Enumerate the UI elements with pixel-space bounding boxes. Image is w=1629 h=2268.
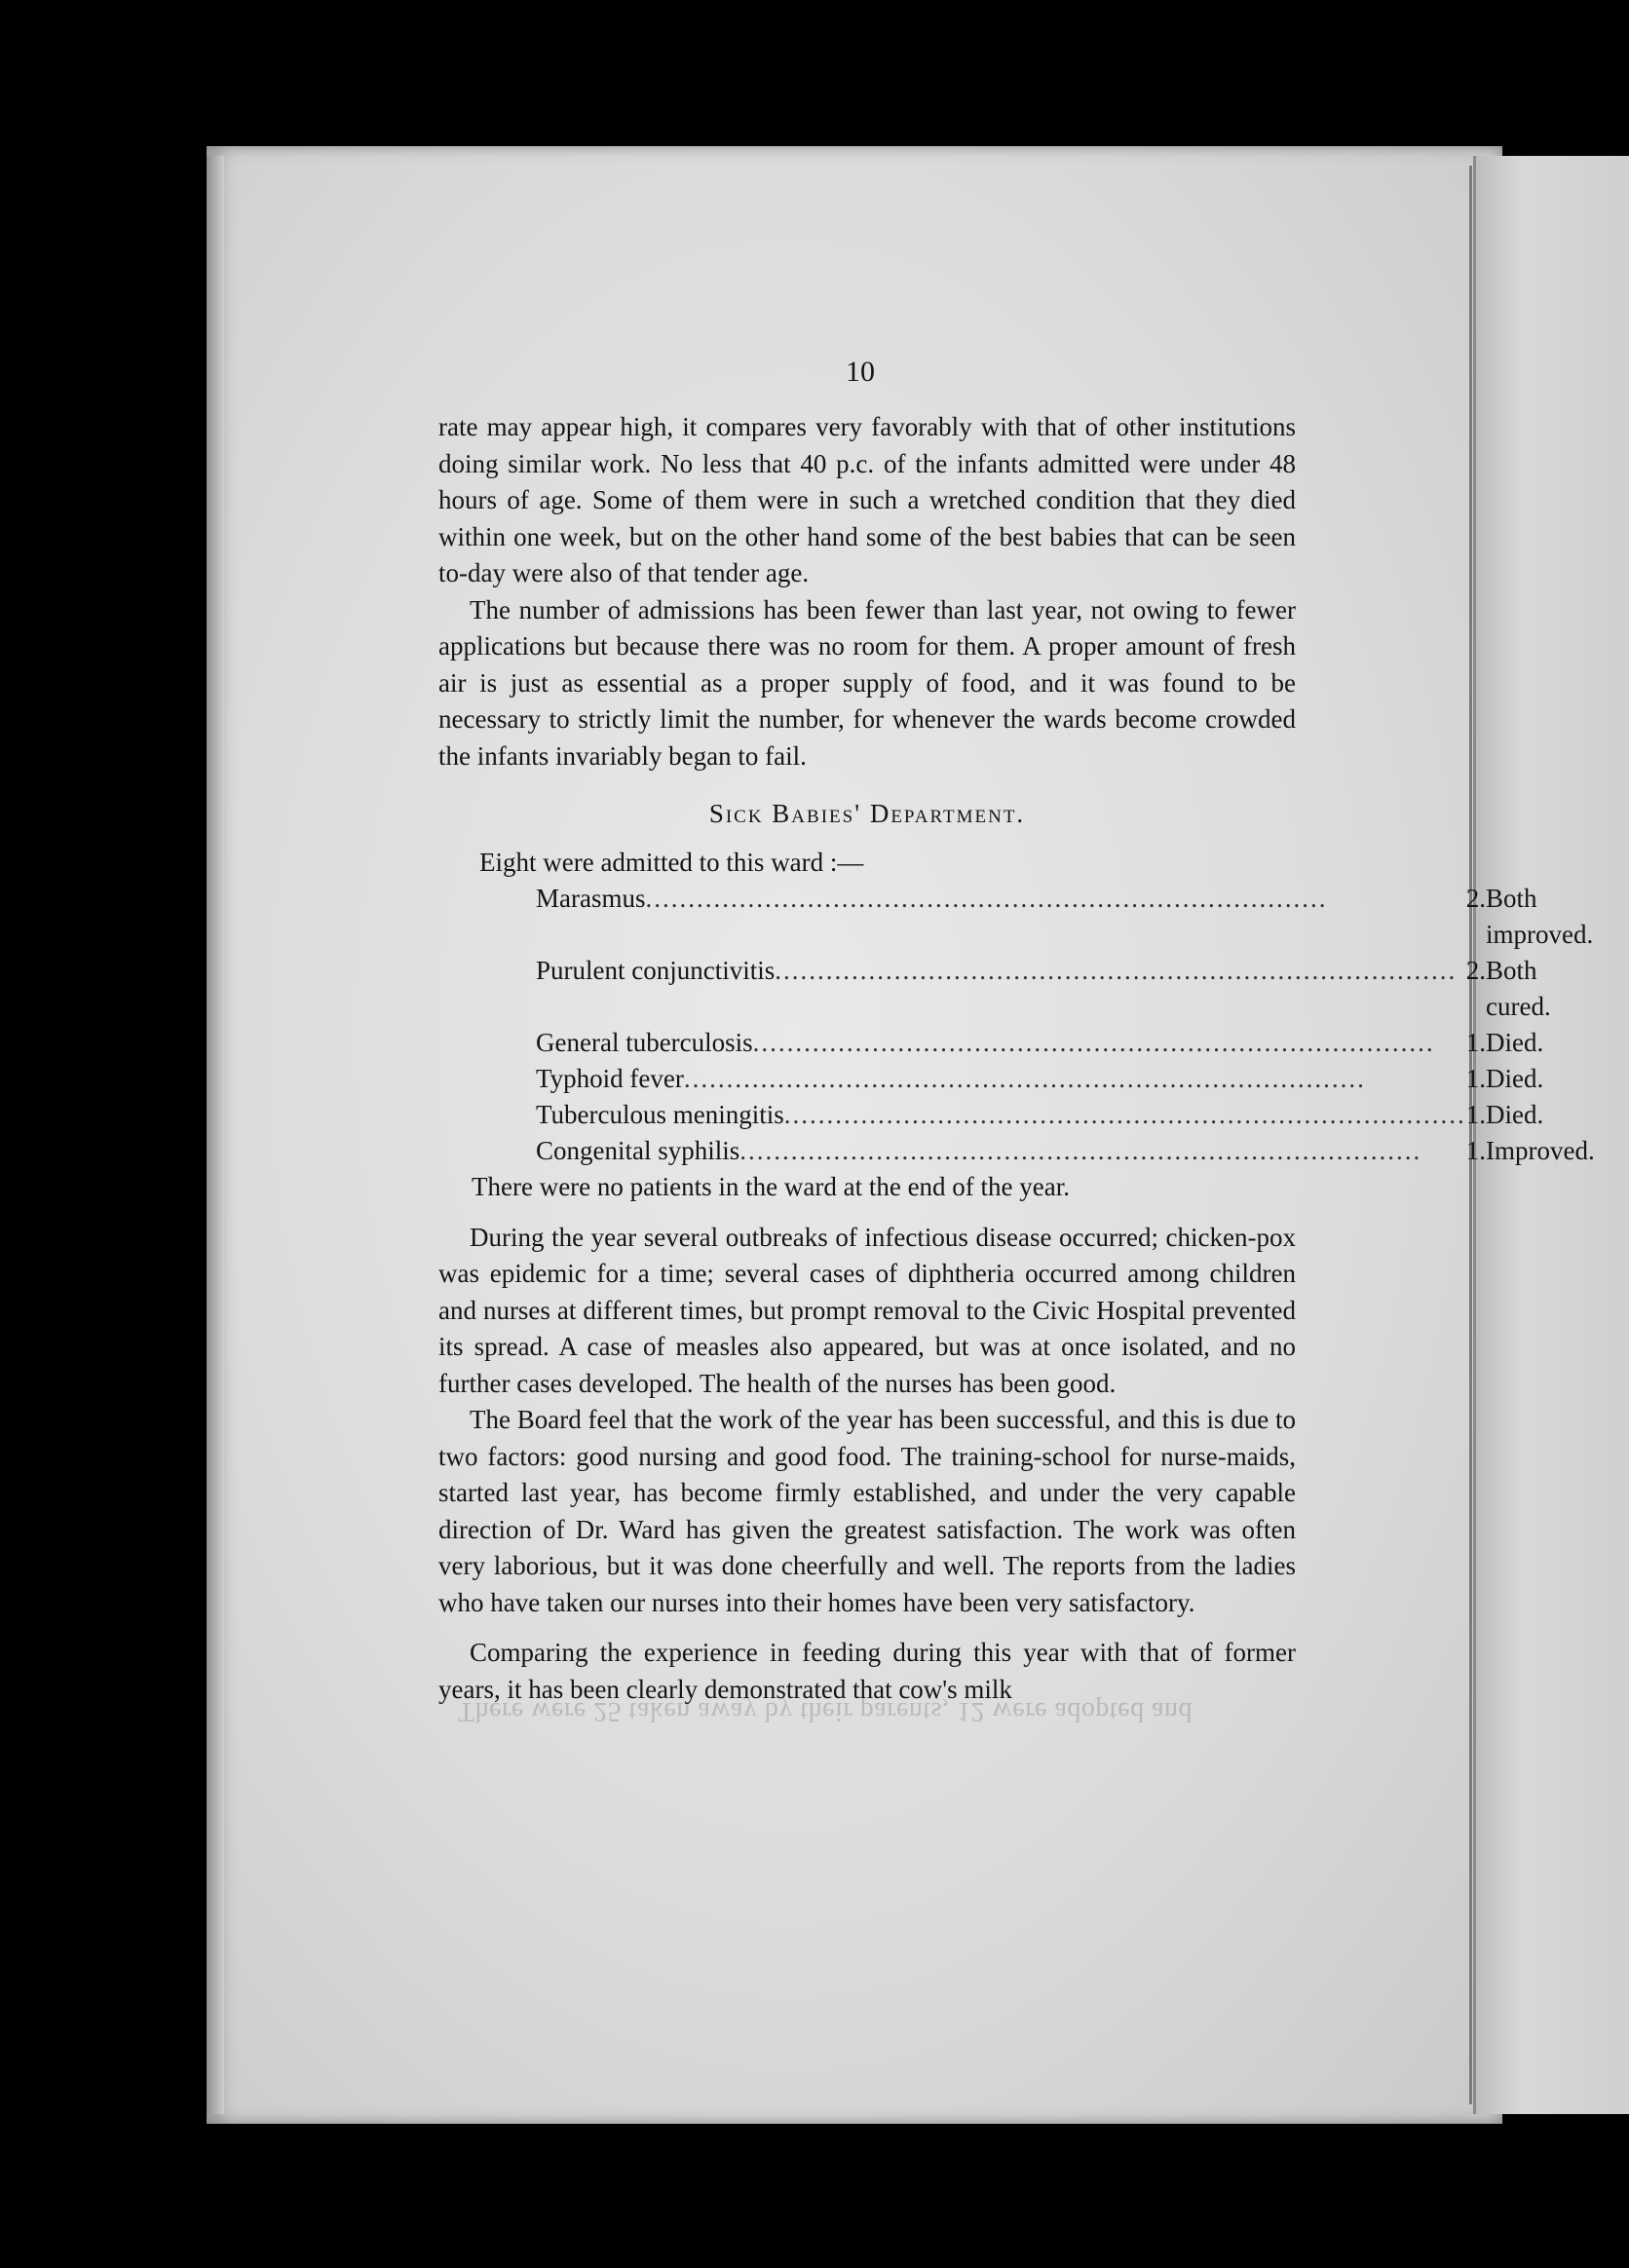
case-count: 1. <box>1465 1100 1487 1129</box>
case-condition-label: General tuberculosis <box>536 1028 753 1057</box>
case-condition <box>536 1025 1466 1061</box>
case-condition-label: Congenital syphilis <box>536 1136 740 1165</box>
case-count: 2. <box>1465 956 1487 985</box>
page-edge <box>207 156 224 2114</box>
case-condition <box>536 1097 1466 1133</box>
case-row <box>536 953 1595 1025</box>
case-condition-label: Marasmus <box>536 884 646 913</box>
leader-dots: ................................................................................ <box>783 1100 1466 1129</box>
leader-dots: ................................................................................ <box>683 1064 1366 1093</box>
page-number: 10 <box>846 356 875 388</box>
case-condition <box>536 1133 1466 1169</box>
case-outcome: Both cured. <box>1486 956 1551 1021</box>
leader-dots: ................................................................................ <box>645 884 1328 913</box>
case-condition <box>536 881 1466 953</box>
ward-intro: Eight were admitted to this ward :— <box>479 847 864 877</box>
case-row <box>536 1097 1595 1133</box>
paragraph-admissions: The number of admissions has been fewer than last year, not owing to fewer applications but because there was no room for them. A proper amount of fresh air is just as essential as a proper supply of food, and it was found to be necessary to strictly limit the number, for whenever the wards become crowded the infants invariably began to fail. <box>438 594 1296 771</box>
cases-table <box>536 881 1595 1169</box>
case-count: 1. <box>1465 1064 1487 1093</box>
paragraph-continued: rate may appear high, it compares very favorably with that of other institutions doing similar work. No less that 40 p.c. of the infants admitted were under 48 hours of age. Some of them were in such a wretched condition that they died within one week, but on the other hand some of the best babies that can be seen to-day were also of that tender age. <box>438 412 1296 587</box>
case-condition-label: Purulent conjunctivitis <box>536 956 776 985</box>
case-outcome: Improved. <box>1486 1136 1595 1165</box>
bleed-through-text: There were 25 taken away by their parents, 12 were adopted and <box>458 1696 1193 1726</box>
case-row <box>536 1025 1595 1061</box>
leader-dots: ................................................................................ <box>739 1136 1422 1165</box>
case-outcome: Died. <box>1486 1064 1544 1093</box>
paragraph-board-report: The Board feel that the work of the year has been successful, and this is due to two factors: good nursing and good food. The training-school for nurse-maids, started last year, has become firmly established, and under the very capable direction of Dr. Ward has given the greatest satisfaction. The work was often very laborious, but it was done cheerfully and well. The reports from the ladies who have taken our nurses into their homes have been very satisfactory. <box>438 1405 1296 1617</box>
paragraph-feeding: Comparing the experience in feeding during this year with that of former years, it has been clearly demonstrated that cow's milk <box>438 1638 1296 1704</box>
leader-dots: ................................................................................ <box>775 956 1458 985</box>
case-count: 1. <box>1465 1136 1487 1165</box>
case-condition-label: Typhoid fever <box>536 1064 684 1093</box>
case-outcome: Died. <box>1486 1100 1544 1129</box>
case-condition <box>536 1061 1466 1097</box>
page-body <box>438 351 1595 1708</box>
section-heading: Sick Babies' Department. <box>708 799 1026 828</box>
case-count: 2. <box>1465 884 1487 913</box>
paragraph-infectious-disease: During the year several outbreaks of infectious disease occurred; chicken-pox was epidemic for a time; several cases of diphtheria occurred among children and nurses at different times, but prompt removal to the Civic Hospital prevented its spread. A case of measles also appeared, but was at once isolated, and no further cases developed. The health of the nurses has been good. <box>438 1222 1296 1398</box>
case-row <box>536 1061 1595 1097</box>
case-condition <box>536 953 1466 1025</box>
case-outcome: Both improved. <box>1486 884 1594 949</box>
case-condition-label: Tuberculous meningitis <box>536 1100 784 1129</box>
case-outcome: Died. <box>1486 1028 1544 1057</box>
leader-dots: ................................................................................ <box>752 1028 1435 1057</box>
case-count: 1. <box>1465 1028 1487 1057</box>
closing-line: There were no patients in the ward at the end of the year. <box>472 1172 1070 1201</box>
case-row <box>536 1133 1595 1169</box>
case-row <box>536 881 1595 953</box>
